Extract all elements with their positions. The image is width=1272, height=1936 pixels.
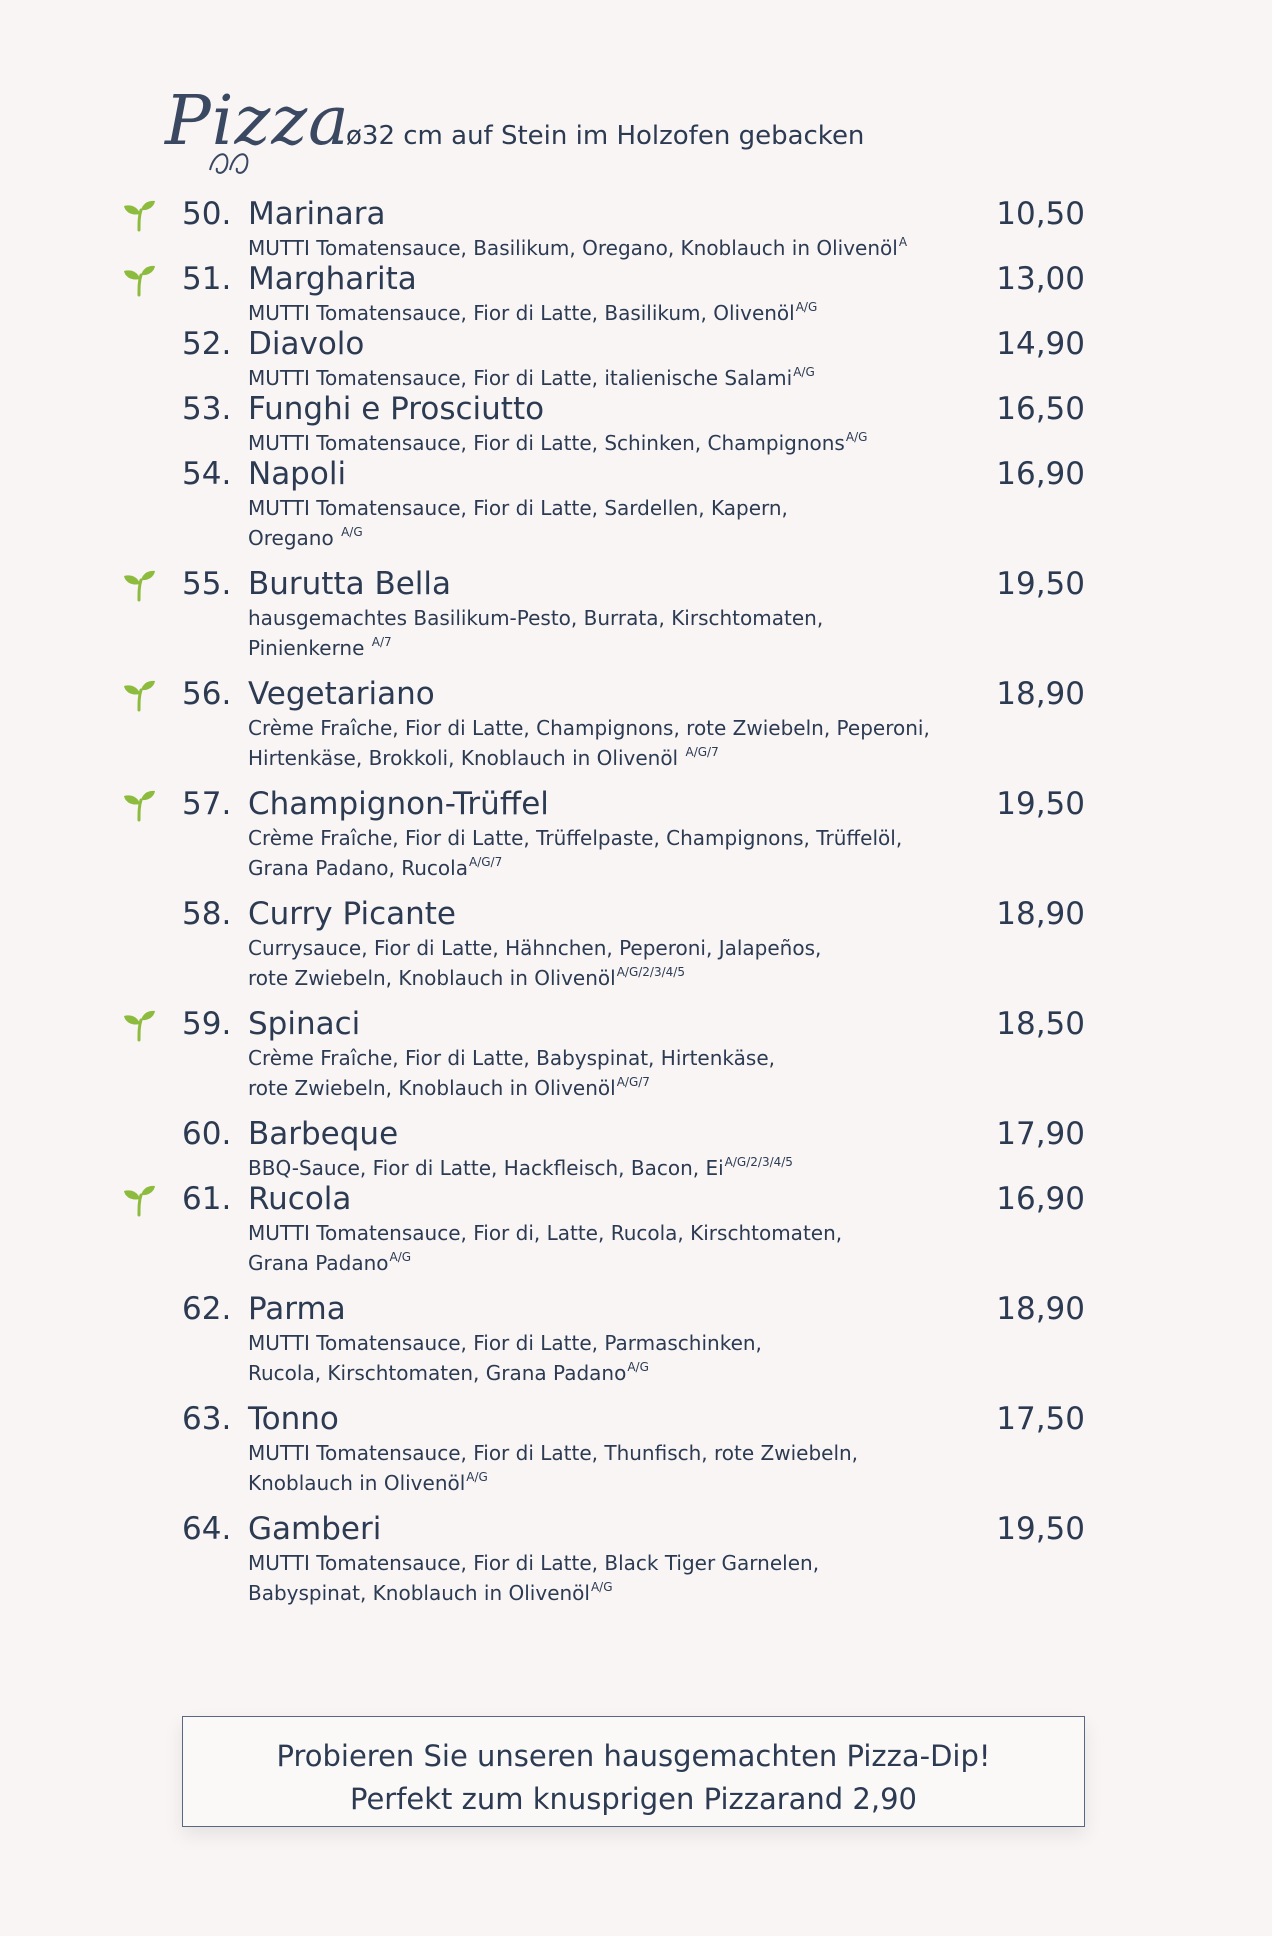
description-line: Oregano bbox=[248, 526, 341, 550]
description-line: Knoblauch in Olivenöl bbox=[248, 1471, 466, 1495]
item-price: 17,50 bbox=[996, 1401, 1085, 1437]
item-description bbox=[248, 493, 928, 553]
description-line: Currysauce, Fior di Latte, Hähnchen, Peperoni, Jalapeños, bbox=[248, 936, 822, 960]
item-description bbox=[248, 233, 928, 263]
description-line: MUTTI Tomatensauce, Fior di, Latte, Rucola, Kirschtomaten, bbox=[248, 1221, 843, 1245]
item-name: Parma bbox=[248, 1291, 346, 1327]
item-price: 17,90 bbox=[996, 1116, 1085, 1152]
item-price: 18,90 bbox=[996, 676, 1085, 712]
item-name: Burutta Bella bbox=[248, 566, 452, 602]
item-price: 19,50 bbox=[996, 786, 1085, 822]
allergen-codes: A/G/7 bbox=[468, 855, 503, 869]
description-line: Crème Fraîche, Fior di Latte, Trüffelpaste, Champignons, Trüffelöl, bbox=[248, 826, 903, 850]
menu-item bbox=[0, 455, 1272, 565]
item-description bbox=[248, 1153, 928, 1183]
allergen-codes: A/G/2/3/4/5 bbox=[616, 965, 685, 979]
description-line: rote Zwiebeln, Knoblauch in Olivenöl bbox=[248, 966, 616, 990]
item-number: 57. bbox=[182, 786, 232, 822]
item-name: Rucola bbox=[248, 1181, 352, 1217]
item-number: 62. bbox=[182, 1291, 232, 1327]
item-description bbox=[248, 1548, 928, 1608]
section-subtitle: ø32 cm auf Stein im Holzofen gebacken bbox=[346, 121, 865, 151]
item-name: Diavolo bbox=[248, 326, 365, 362]
menu-item bbox=[0, 1400, 1272, 1510]
allergen-codes: A/G bbox=[627, 1360, 649, 1374]
item-name: Spinaci bbox=[248, 1006, 361, 1042]
description-line: MUTTI Tomatensauce, Fior di Latte, Basilikum, Olivenöl bbox=[248, 301, 795, 325]
item-number: 56. bbox=[182, 676, 232, 712]
item-description bbox=[248, 428, 928, 458]
menu-item bbox=[0, 895, 1272, 1005]
description-line: MUTTI Tomatensauce, Fior di Latte, Sardellen, Kapern, bbox=[248, 496, 788, 520]
description-line: Grana Padano bbox=[248, 1251, 389, 1275]
description-line: Crème Fraîche, Fior di Latte, Babyspinat, Hirtenkäse, bbox=[248, 1046, 775, 1070]
allergen-codes: A bbox=[898, 235, 908, 249]
item-number: 53. bbox=[182, 391, 232, 427]
allergen-codes: A/G bbox=[795, 300, 818, 314]
menu-item bbox=[0, 785, 1272, 895]
description-line: Rucola, Kirschtomaten, Grana Padano bbox=[248, 1361, 627, 1385]
item-name: Gamberi bbox=[248, 1511, 382, 1547]
item-description bbox=[248, 933, 928, 993]
description-line: Grana Padano, Rucola bbox=[248, 856, 468, 880]
item-price: 16,90 bbox=[996, 456, 1085, 492]
vegetarian-leaf-icon bbox=[122, 1183, 156, 1217]
item-name: Barbeque bbox=[248, 1116, 399, 1152]
description-line: MUTTI Tomatensauce, Fior di Latte, Parmaschinken, bbox=[248, 1331, 762, 1355]
menu-item bbox=[0, 1005, 1272, 1115]
description-line: rote Zwiebeln, Knoblauch in Olivenöl bbox=[248, 1076, 616, 1100]
item-price: 18,90 bbox=[996, 896, 1085, 932]
item-price: 18,90 bbox=[996, 1291, 1085, 1327]
item-number: 51. bbox=[182, 261, 232, 297]
item-price: 10,50 bbox=[996, 196, 1085, 232]
menu-item bbox=[0, 195, 1272, 260]
allergen-codes: A/7 bbox=[371, 635, 392, 649]
vegetarian-leaf-icon bbox=[122, 263, 156, 297]
item-price: 18,50 bbox=[996, 1006, 1085, 1042]
item-number: 58. bbox=[182, 896, 232, 932]
description-line: BBQ-Sauce, Fior di Latte, Hackfleisch, Bacon, Ei bbox=[248, 1156, 724, 1180]
item-price: 19,50 bbox=[996, 566, 1085, 602]
item-number: 54. bbox=[182, 456, 232, 492]
item-description bbox=[248, 1218, 928, 1278]
menu-item bbox=[0, 1290, 1272, 1400]
description-line: MUTTI Tomatensauce, Fior di Latte, Thunfisch, rote Zwiebeln, bbox=[248, 1441, 859, 1465]
item-number: 61. bbox=[182, 1181, 232, 1217]
item-number: 60. bbox=[182, 1116, 232, 1152]
item-number: 52. bbox=[182, 326, 232, 362]
item-name: Curry Picante bbox=[248, 896, 456, 932]
item-description bbox=[248, 363, 928, 393]
item-name: Funghi e Prosciutto bbox=[248, 391, 545, 427]
item-price: 14,90 bbox=[996, 326, 1085, 362]
allergen-codes: A/G/7 bbox=[616, 1075, 650, 1089]
allergen-codes: A/G bbox=[845, 430, 868, 444]
allergen-codes: A/G bbox=[590, 1580, 613, 1594]
item-price: 16,90 bbox=[996, 1181, 1085, 1217]
item-description bbox=[248, 1043, 928, 1103]
section-title: Pizza bbox=[165, 82, 350, 161]
allergen-codes: A/G/2/3/4/5 bbox=[724, 1155, 793, 1169]
allergen-codes: A/G/7 bbox=[685, 745, 719, 759]
item-number: 63. bbox=[182, 1401, 232, 1437]
allergen-codes: A/G bbox=[341, 525, 363, 539]
title-flourish-icon bbox=[205, 140, 275, 180]
allergen-codes: A/G bbox=[466, 1470, 488, 1484]
menu-item bbox=[0, 325, 1272, 390]
item-description bbox=[248, 1328, 928, 1388]
menu-item bbox=[0, 1180, 1272, 1290]
item-name: Vegetariano bbox=[248, 676, 435, 712]
item-name: Napoli bbox=[248, 456, 347, 492]
dip-line-2: Perfekt zum knusprigen Pizzarand 2,90 bbox=[349, 1782, 917, 1816]
menu-header bbox=[165, 82, 1065, 198]
item-name: Champignon-Trüffel bbox=[248, 786, 549, 822]
description-line: MUTTI Tomatensauce, Basilikum, Oregano, Knoblauch in Olivenöl bbox=[248, 236, 898, 260]
pizza-menu-list bbox=[0, 195, 1272, 1620]
item-number: 59. bbox=[182, 1006, 232, 1042]
description-line: Pinienkerne bbox=[248, 636, 371, 660]
vegetarian-leaf-icon bbox=[122, 788, 156, 822]
item-name: Margharita bbox=[248, 261, 417, 297]
item-name: Tonno bbox=[248, 1401, 339, 1437]
vegetarian-leaf-icon bbox=[122, 1008, 156, 1042]
menu-item bbox=[0, 1115, 1272, 1180]
menu-item bbox=[0, 565, 1272, 675]
dip-line-1: Probieren Sie unseren hausgemachten Pizza-Dip! bbox=[276, 1739, 991, 1773]
vegetarian-leaf-icon bbox=[122, 678, 156, 712]
vegetarian-leaf-icon bbox=[122, 198, 156, 232]
menu-item bbox=[0, 675, 1272, 785]
item-description bbox=[248, 298, 928, 328]
menu-item bbox=[0, 1510, 1272, 1620]
item-number: 50. bbox=[182, 196, 232, 232]
item-price: 13,00 bbox=[996, 261, 1085, 297]
description-line: MUTTI Tomatensauce, Fior di Latte, Black Tiger Garnelen, bbox=[248, 1551, 820, 1575]
vegetarian-leaf-icon bbox=[122, 568, 156, 602]
description-line: MUTTI Tomatensauce, Fior di Latte, Schinken, Champignons bbox=[248, 431, 845, 455]
item-description bbox=[248, 1438, 928, 1498]
pizza-dip-notice bbox=[182, 1716, 1085, 1827]
description-line: Hirtenkäse, Brokkoli, Knoblauch in Olivenöl bbox=[248, 746, 685, 770]
description-line: Crème Fraîche, Fior di Latte, Champignons, rote Zwiebeln, Peperoni, bbox=[248, 716, 930, 740]
item-name: Marinara bbox=[248, 196, 386, 232]
item-number: 64. bbox=[182, 1511, 232, 1547]
description-line: hausgemachtes Basilikum-Pesto, Burrata, Kirschtomaten, bbox=[248, 606, 824, 630]
menu-item bbox=[0, 260, 1272, 325]
description-line: MUTTI Tomatensauce, Fior di Latte, italienische Salami bbox=[248, 366, 793, 390]
item-price: 19,50 bbox=[996, 1511, 1085, 1547]
item-number: 55. bbox=[182, 566, 232, 602]
item-price: 16,50 bbox=[996, 391, 1085, 427]
item-description bbox=[248, 603, 928, 663]
menu-item bbox=[0, 390, 1272, 455]
description-line: Babyspinat, Knoblauch in Olivenöl bbox=[248, 1581, 590, 1605]
allergen-codes: A/G bbox=[389, 1250, 412, 1264]
item-description bbox=[248, 713, 928, 773]
item-description bbox=[248, 823, 928, 883]
allergen-codes: A/G bbox=[793, 365, 815, 379]
